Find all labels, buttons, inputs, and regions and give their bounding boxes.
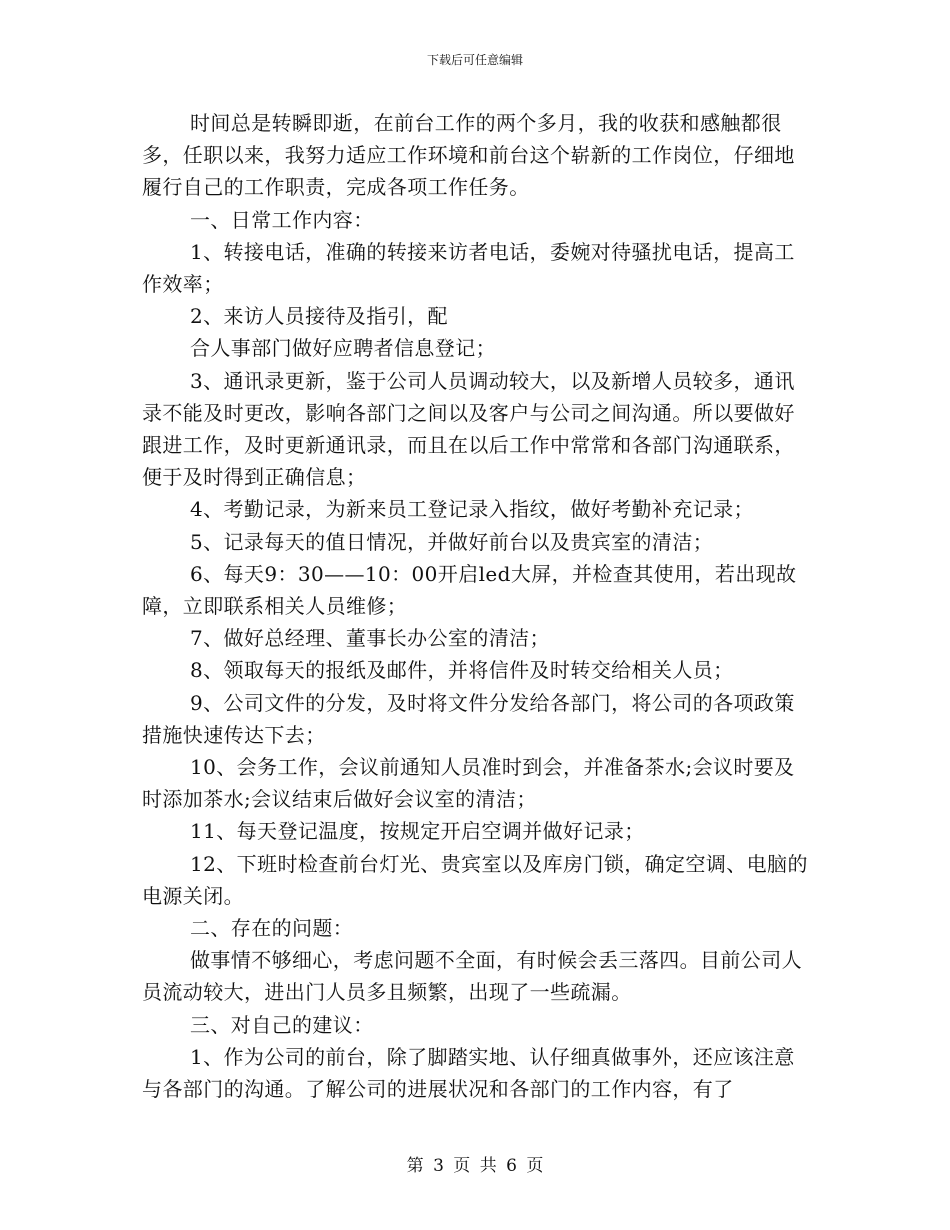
list-item-12: 12、下班时检查前台灯光、贵宾室以及库房门锁，确定空调、电脑的电源关闭。 xyxy=(142,851,808,908)
page-footer: 第 3 页 共 6 页 xyxy=(406,1156,544,1176)
list-item-6: 6、每天9：30——10：00开启led大屏，并检查其使用，若出现故障，立即联系相关人员维修； xyxy=(142,561,797,619)
paragraph-intro: 时间总是转瞬即逝，在前台工作的两个多月，我的收获和感触都很多，任职以来，我努力适应工作环境和前台这个崭新的工作岗位，仔细地履行自己的工作职责，完成各项工作任务。 xyxy=(142,111,795,200)
list-item-2: 2、来访人员接待及指引，配 xyxy=(190,304,448,329)
list-item-5: 5、记录每天的值日情况，并做好前台以及贵宾室的清洁； xyxy=(190,529,714,554)
list-item-10: 10、会务工作，会议前通知人员准时到会，并准备茶水;会议时要及时添加茶水;会议结束后做好会议室的清洁； xyxy=(142,755,795,812)
page-header: 下载后可任意编辑 xyxy=(426,53,523,67)
list-item-4: 4、考勤记录，为新来员工登记录入指纹，做好考勤补充记录； xyxy=(190,497,754,522)
paragraph-problems: 做事情不够细心，考虑问题不全面，有时候会丢三落四。目前公司人员流动较大，进出门人员多且频繁，出现了一些疏漏。 xyxy=(142,948,802,1005)
list-item-7: 7、做好总经理、董事长办公室的清洁； xyxy=(190,626,550,651)
list-item-3: 3、通讯录更新，鉴于公司人员调动较大，以及新增人员较多，通讯录不能及时更改，影响各部门之间以及客户与公司之间沟通。所以要做好跟进工作，及时更新通讯录，而且在以后工作中常常和各部门沟通联系，便于及时得到正确信息； xyxy=(142,368,795,490)
section-heading-suggestions: 三、对自己的建议： xyxy=(190,1012,374,1037)
list-item-1: 1、转接电话，准确的转接来访者电话，委婉对待骚扰电话，提高工作效率； xyxy=(142,239,795,297)
suggestion-item-1: 1、作为公司的前台，除了脚踏实地、认仔细真做事外，还应该注意与各部门的沟通。了解公司的进展状况和各部门的工作内容，有了 xyxy=(142,1044,795,1102)
list-item-11: 11、每天登记温度，按规定开启空调并做好记录； xyxy=(190,819,645,844)
list-item-8: 8、领取每天的报纸及邮件，并将信件及时转交给相关人员； xyxy=(190,658,734,683)
list-item-2-continued: 合人事部门做好应聘者信息登记； xyxy=(190,336,496,361)
list-item-9: 9、公司文件的分发，及时将文件分发给各部门，将公司的各项政策措施快速传达下去； xyxy=(142,690,795,747)
section-heading-problems: 二、存在的问题： xyxy=(190,916,354,941)
section-heading-daily-work: 一、日常工作内容： xyxy=(190,207,374,232)
document-body xyxy=(142,107,808,1105)
